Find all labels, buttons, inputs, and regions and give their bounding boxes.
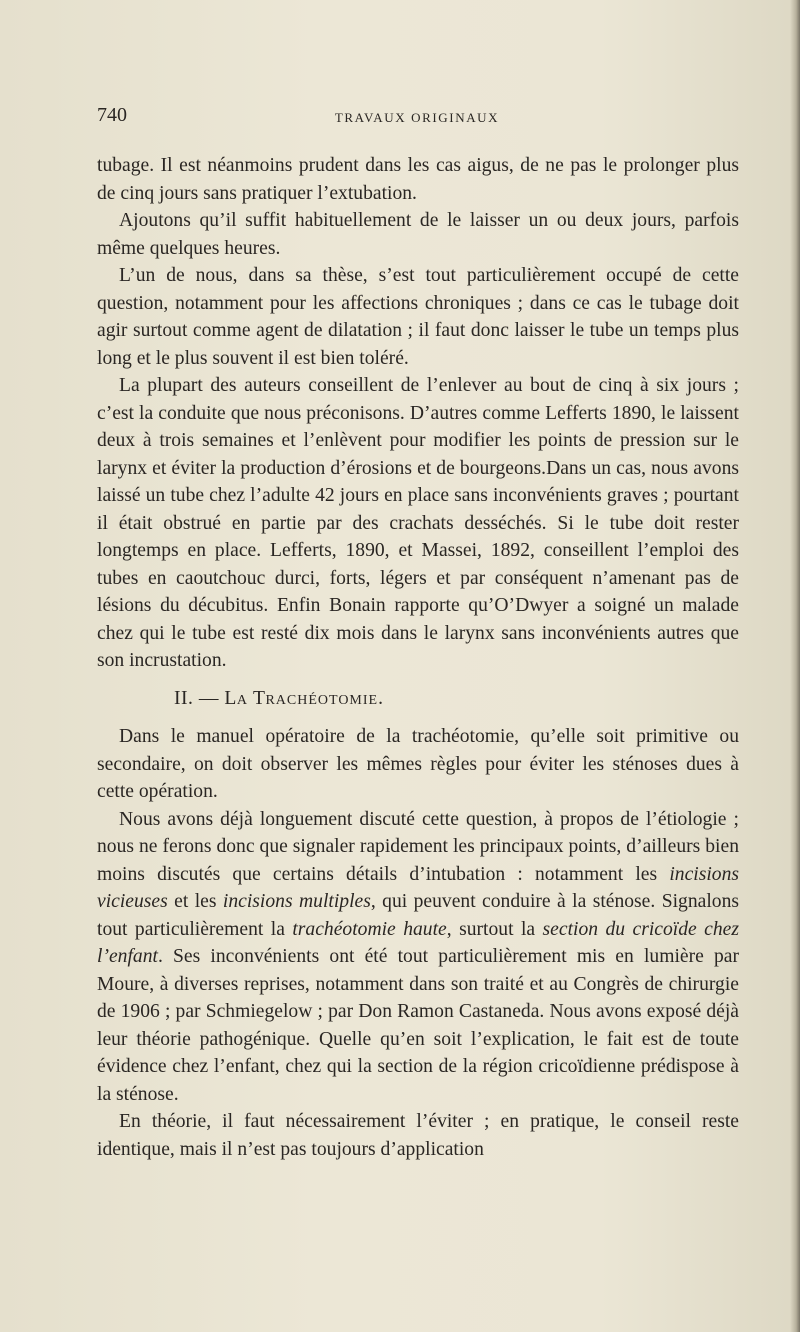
emphasis-section-cricoide: section du cricoïde chez l’enfant: [97, 918, 739, 967]
page-number: 740: [97, 104, 127, 126]
paragraph-6-part-c: , qui peuvent conduire à la sténose. Signalons tout particulièrement la: [97, 891, 739, 940]
page-edge-shadow: [790, 0, 800, 1332]
body-text: [97, 152, 739, 1163]
page-header: [97, 104, 737, 134]
paragraph-5: Dans le manuel opératoire de la trachéotomie, qu’elle soit primitive ou secondaire, on doit observer les mêmes règles pour éviter les sténoses dues à cette opération.: [97, 726, 739, 802]
paragraph-3: L’un de nous, dans sa thèse, s’est tout particulièrement occupé de cette question, notamment pour les affections chroniques ; dans ce cas le tubage doit agir surtout comme agent de dilatation ; il faut donc laisser le tube un temps plus long et le plus souvent il est bien toléré.: [97, 265, 739, 369]
paragraph-6: [97, 806, 739, 1109]
section-title-cap-1: L: [224, 687, 237, 709]
paragraph-7: En théorie, il faut nécessairement l’éviter ; en pratique, le conseil reste identique, mais il n’est pas toujours d’application: [97, 1111, 739, 1160]
paragraph-1: tubage. Il est néanmoins prudent dans les cas aigus, de ne pas le prolonger plus de cinq jours sans pratiquer l’extubation.: [97, 155, 739, 204]
section-numeral: II. —: [174, 687, 219, 709]
section-title-end: .: [378, 687, 384, 709]
paragraph-6-part-e: . Ses inconvénients ont été tout particulièrement mis en lumière par Moure, à diverses reprises, notamment dans son traité et au Congrès de chirurgie de 1906 ; par Schmiegelow ; par Don Ramon Castaneda. Nous avons exposé déjà leur théorie pathogénique. Quelle qu’en soit l’explication, le fait est de toute évidence chez l’enfant, chez qui la section de la région cricoïdienne prédispose à la sténose.: [97, 946, 739, 1105]
paragraph-2: Ajoutons qu’il suffit habituellement de le laisser un ou deux jours, parfois même quelques heures.: [97, 210, 739, 259]
running-head: TRAVAUX ORIGINAUX: [334, 110, 500, 125]
section-title-small-1: A: [236, 692, 248, 708]
paragraph-6-part-a: Nous avons déjà longuement discuté cette question, à propos de l’étiologie ; nous ne ferons donc que signaler rapidement les principaux points, d’ailleurs bien moins discutés que certains détails d’intubation : notamment les: [97, 808, 739, 885]
emphasis-incisions-multiples: incisions multiples: [222, 891, 371, 912]
section-heading: [97, 685, 739, 715]
section-title-cap-2: T: [253, 687, 266, 709]
section-title-small-2: RACHÉOTOMIE: [265, 692, 379, 708]
paragraph-6-part-d: , surtout la: [446, 918, 543, 940]
emphasis-incisions-vicieuses: incisions vicieuses: [97, 863, 739, 912]
emphasis-tracheotomie-haute: trachéotomie haute: [292, 918, 447, 940]
paragraph-6-part-b: et les: [167, 891, 223, 912]
paragraph-4: La plupart des auteurs conseillent de l’enlever au bout de cinq à six jours ; c’est la conduite que nous préconisons. D’autres comme Lefferts 1890, le laissent deux à trois semaines et l’enlèvent pour modifier les points de pression sur le larynx et éviter la production d’érosions et de bourgeons.Dans un cas, nous avons laissé un tube chez l’adulte 42 jours en place sans inconvénients graves ; pourtant il était obstrué en partie par des crachats desséchés. Si le tube doit rester longtemps en place. Lefferts, 1890, et Massei, 1892, conseillent l’emploi des tubes en caoutchouc durci, forts, légers et par conséquent n’amenant pas de lésions du décubitus. Enfin Bonain rapporte qu’O’Dwyer a soigné un malade chez qui le tube est resté dix mois dans le larynx sans inconvénients autres que son incrustation.: [97, 375, 739, 671]
